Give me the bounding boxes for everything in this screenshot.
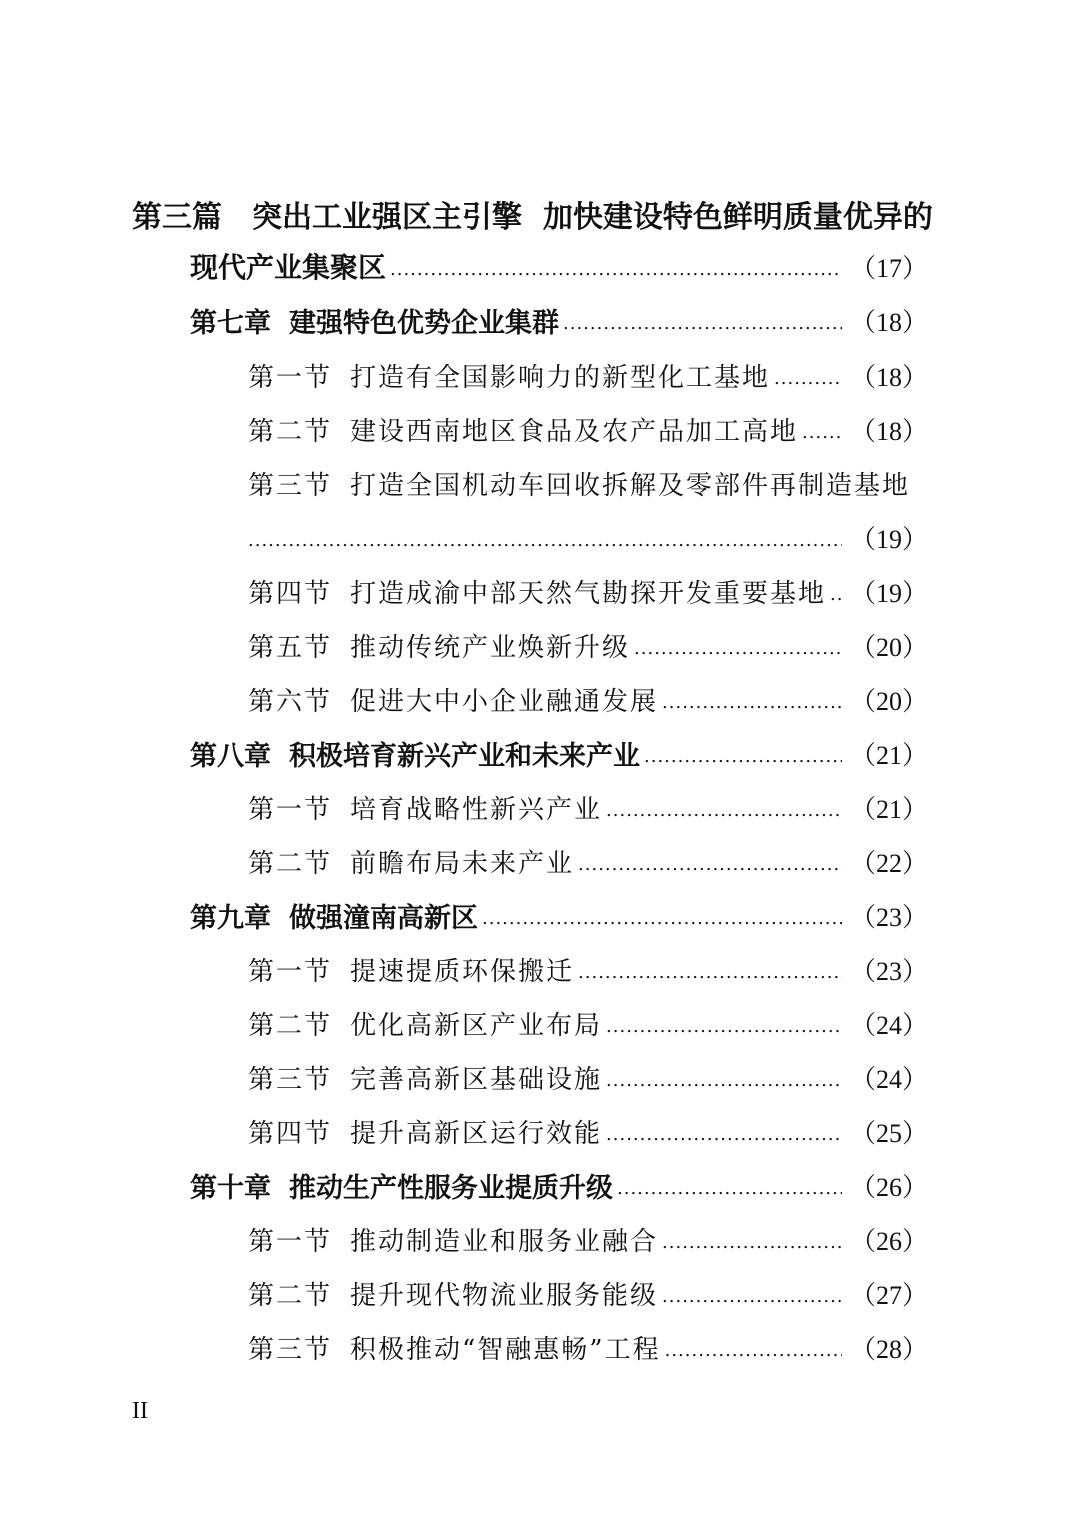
entry-title: 积极培育新兴产业和未来产业 (289, 740, 640, 772)
entry-label: 第三节 (248, 470, 333, 501)
toc-entry-section[interactable] (248, 1111, 928, 1151)
entry-label: 第二节 (248, 1280, 333, 1311)
page-ref: （19） (849, 524, 928, 554)
page-ref: （24） (849, 1064, 928, 1094)
page-ref: （17） (849, 253, 928, 283)
page-ref: （21） (849, 740, 928, 770)
page-ref: （23） (849, 956, 928, 986)
page-ref: （21） (849, 794, 928, 824)
toc-entry-section[interactable] (248, 1057, 928, 1097)
part-heading (132, 192, 952, 236)
entry-title: 提速提质环保搬迁 (350, 956, 575, 987)
page-ref: （24） (849, 1010, 928, 1040)
entry-title: 打造全国机动车回收拆解及零部件再制造基地 (350, 470, 911, 501)
entry-label: 第三节 (248, 1334, 333, 1365)
entry-title: 推动生产性服务业提质升级 (289, 1172, 613, 1204)
entry-title: 提升现代物流业服务能级 (350, 1280, 659, 1311)
entry-title: 打造成渝中部天然气勘探开发重要基地 (350, 578, 827, 609)
toc-entry-chapter[interactable] (190, 1165, 928, 1205)
leader-dots (578, 949, 842, 989)
toc-entry-section[interactable] (248, 409, 928, 449)
entry-label: 第一节 (248, 362, 333, 393)
entry-title: 提升高新区运行效能 (350, 1118, 603, 1149)
toc-entry-section[interactable] (248, 1219, 928, 1259)
leader-dots (644, 733, 842, 773)
page-ref: （22） (849, 848, 928, 878)
toc-entry-section[interactable] (248, 841, 928, 881)
page-ref: （18） (849, 416, 928, 446)
toc-entry-chapter[interactable] (190, 733, 928, 773)
entry-label: 第一节 (248, 794, 333, 825)
leader-dots (662, 1219, 842, 1259)
page-ref: （28） (849, 1334, 928, 1364)
leader-dots (665, 1327, 842, 1367)
part-label: 第三篇 (132, 200, 222, 235)
page-ref: （20） (849, 632, 928, 662)
toc-entry-section[interactable] (248, 787, 928, 827)
page-ref: （25） (849, 1118, 928, 1148)
leader-dots (830, 571, 842, 611)
toc-entry-section-line2[interactable] (248, 517, 928, 557)
entry-title: 建强特色优势企业集群 (289, 307, 559, 339)
entry-label: 第九章 (190, 902, 271, 934)
entry-label: 第二节 (248, 1010, 333, 1041)
toc-entry-section[interactable] (248, 679, 928, 719)
leader-dots (662, 1273, 842, 1313)
entry-title: 培育战略性新兴产业 (350, 794, 603, 825)
entry-title: 做强潼南高新区 (289, 902, 478, 934)
page-ref: （18） (849, 362, 928, 392)
page-ref: （23） (849, 902, 928, 932)
leader-dots (606, 1111, 842, 1151)
toc-entry-part[interactable] (190, 246, 928, 286)
entry-title: 优化高新区产业布局 (350, 1010, 603, 1041)
page-number: II (132, 1398, 148, 1424)
page-ref: （27） (849, 1280, 928, 1310)
part-title-line1: 突出工业强区主引擎 加快建设特色鲜明质量优异的 (252, 200, 933, 235)
entry-label: 第八章 (190, 740, 271, 772)
leader-dots (606, 1057, 842, 1097)
entry-title: 推动传统产业焕新升级 (350, 632, 631, 663)
part-title-line2: 现代产业集聚区 (190, 251, 387, 284)
page-ref: （26） (849, 1172, 928, 1202)
page-ref: （20） (849, 686, 928, 716)
entry-label: 第四节 (248, 578, 333, 609)
leader-dots (578, 841, 842, 881)
leader-dots (482, 895, 842, 935)
toc-entry-section[interactable] (248, 949, 928, 989)
entry-title: 建设西南地区食品及农产品加工高地 (350, 416, 799, 447)
leader-dots (774, 355, 842, 395)
entry-label: 第三节 (248, 1064, 333, 1095)
page-ref: （26） (849, 1226, 928, 1256)
leader-dots (606, 1003, 842, 1043)
entry-label: 第一节 (248, 1226, 333, 1257)
toc-entry-chapter[interactable] (190, 895, 928, 935)
leader-dots (390, 246, 842, 286)
page-ref: （19） (849, 578, 928, 608)
entry-title: 积极推动“智融惠畅”工程 (350, 1334, 661, 1365)
leader-dots (802, 409, 842, 449)
entry-title: 打造有全国影响力的新型化工基地 (350, 362, 771, 393)
toc-entry-section[interactable] (248, 1327, 928, 1367)
toc-entry-section[interactable] (248, 1273, 928, 1313)
entry-label: 第五节 (248, 632, 333, 663)
toc-entry-section[interactable] (248, 625, 928, 665)
entry-label: 第一节 (248, 956, 333, 987)
leader-dots (634, 625, 842, 665)
leader-dots (563, 300, 842, 340)
entry-title: 推动制造业和服务业融合 (350, 1226, 659, 1257)
leader-dots (606, 787, 842, 827)
entry-label: 第四节 (248, 1118, 333, 1149)
toc-entry-section-line1[interactable] (248, 463, 910, 503)
toc-entry-chapter[interactable] (190, 300, 928, 340)
entry-label: 第二节 (248, 416, 333, 447)
leader-dots (617, 1165, 842, 1205)
entry-label: 第七章 (190, 307, 271, 339)
entry-label: 第二节 (248, 848, 333, 879)
entry-title: 完善高新区基础设施 (350, 1064, 603, 1095)
toc-entry-section[interactable] (248, 355, 928, 395)
entry-label: 第十章 (190, 1172, 271, 1204)
entry-title: 促进大中小企业融通发展 (350, 686, 659, 717)
leader-dots (248, 517, 842, 557)
toc-entry-section[interactable] (248, 571, 928, 611)
entry-label: 第六节 (248, 686, 333, 717)
leader-dots (662, 679, 842, 719)
toc-entry-section[interactable] (248, 1003, 928, 1043)
entry-title: 前瞻布局未来产业 (350, 848, 575, 879)
page-ref: （18） (849, 307, 928, 337)
